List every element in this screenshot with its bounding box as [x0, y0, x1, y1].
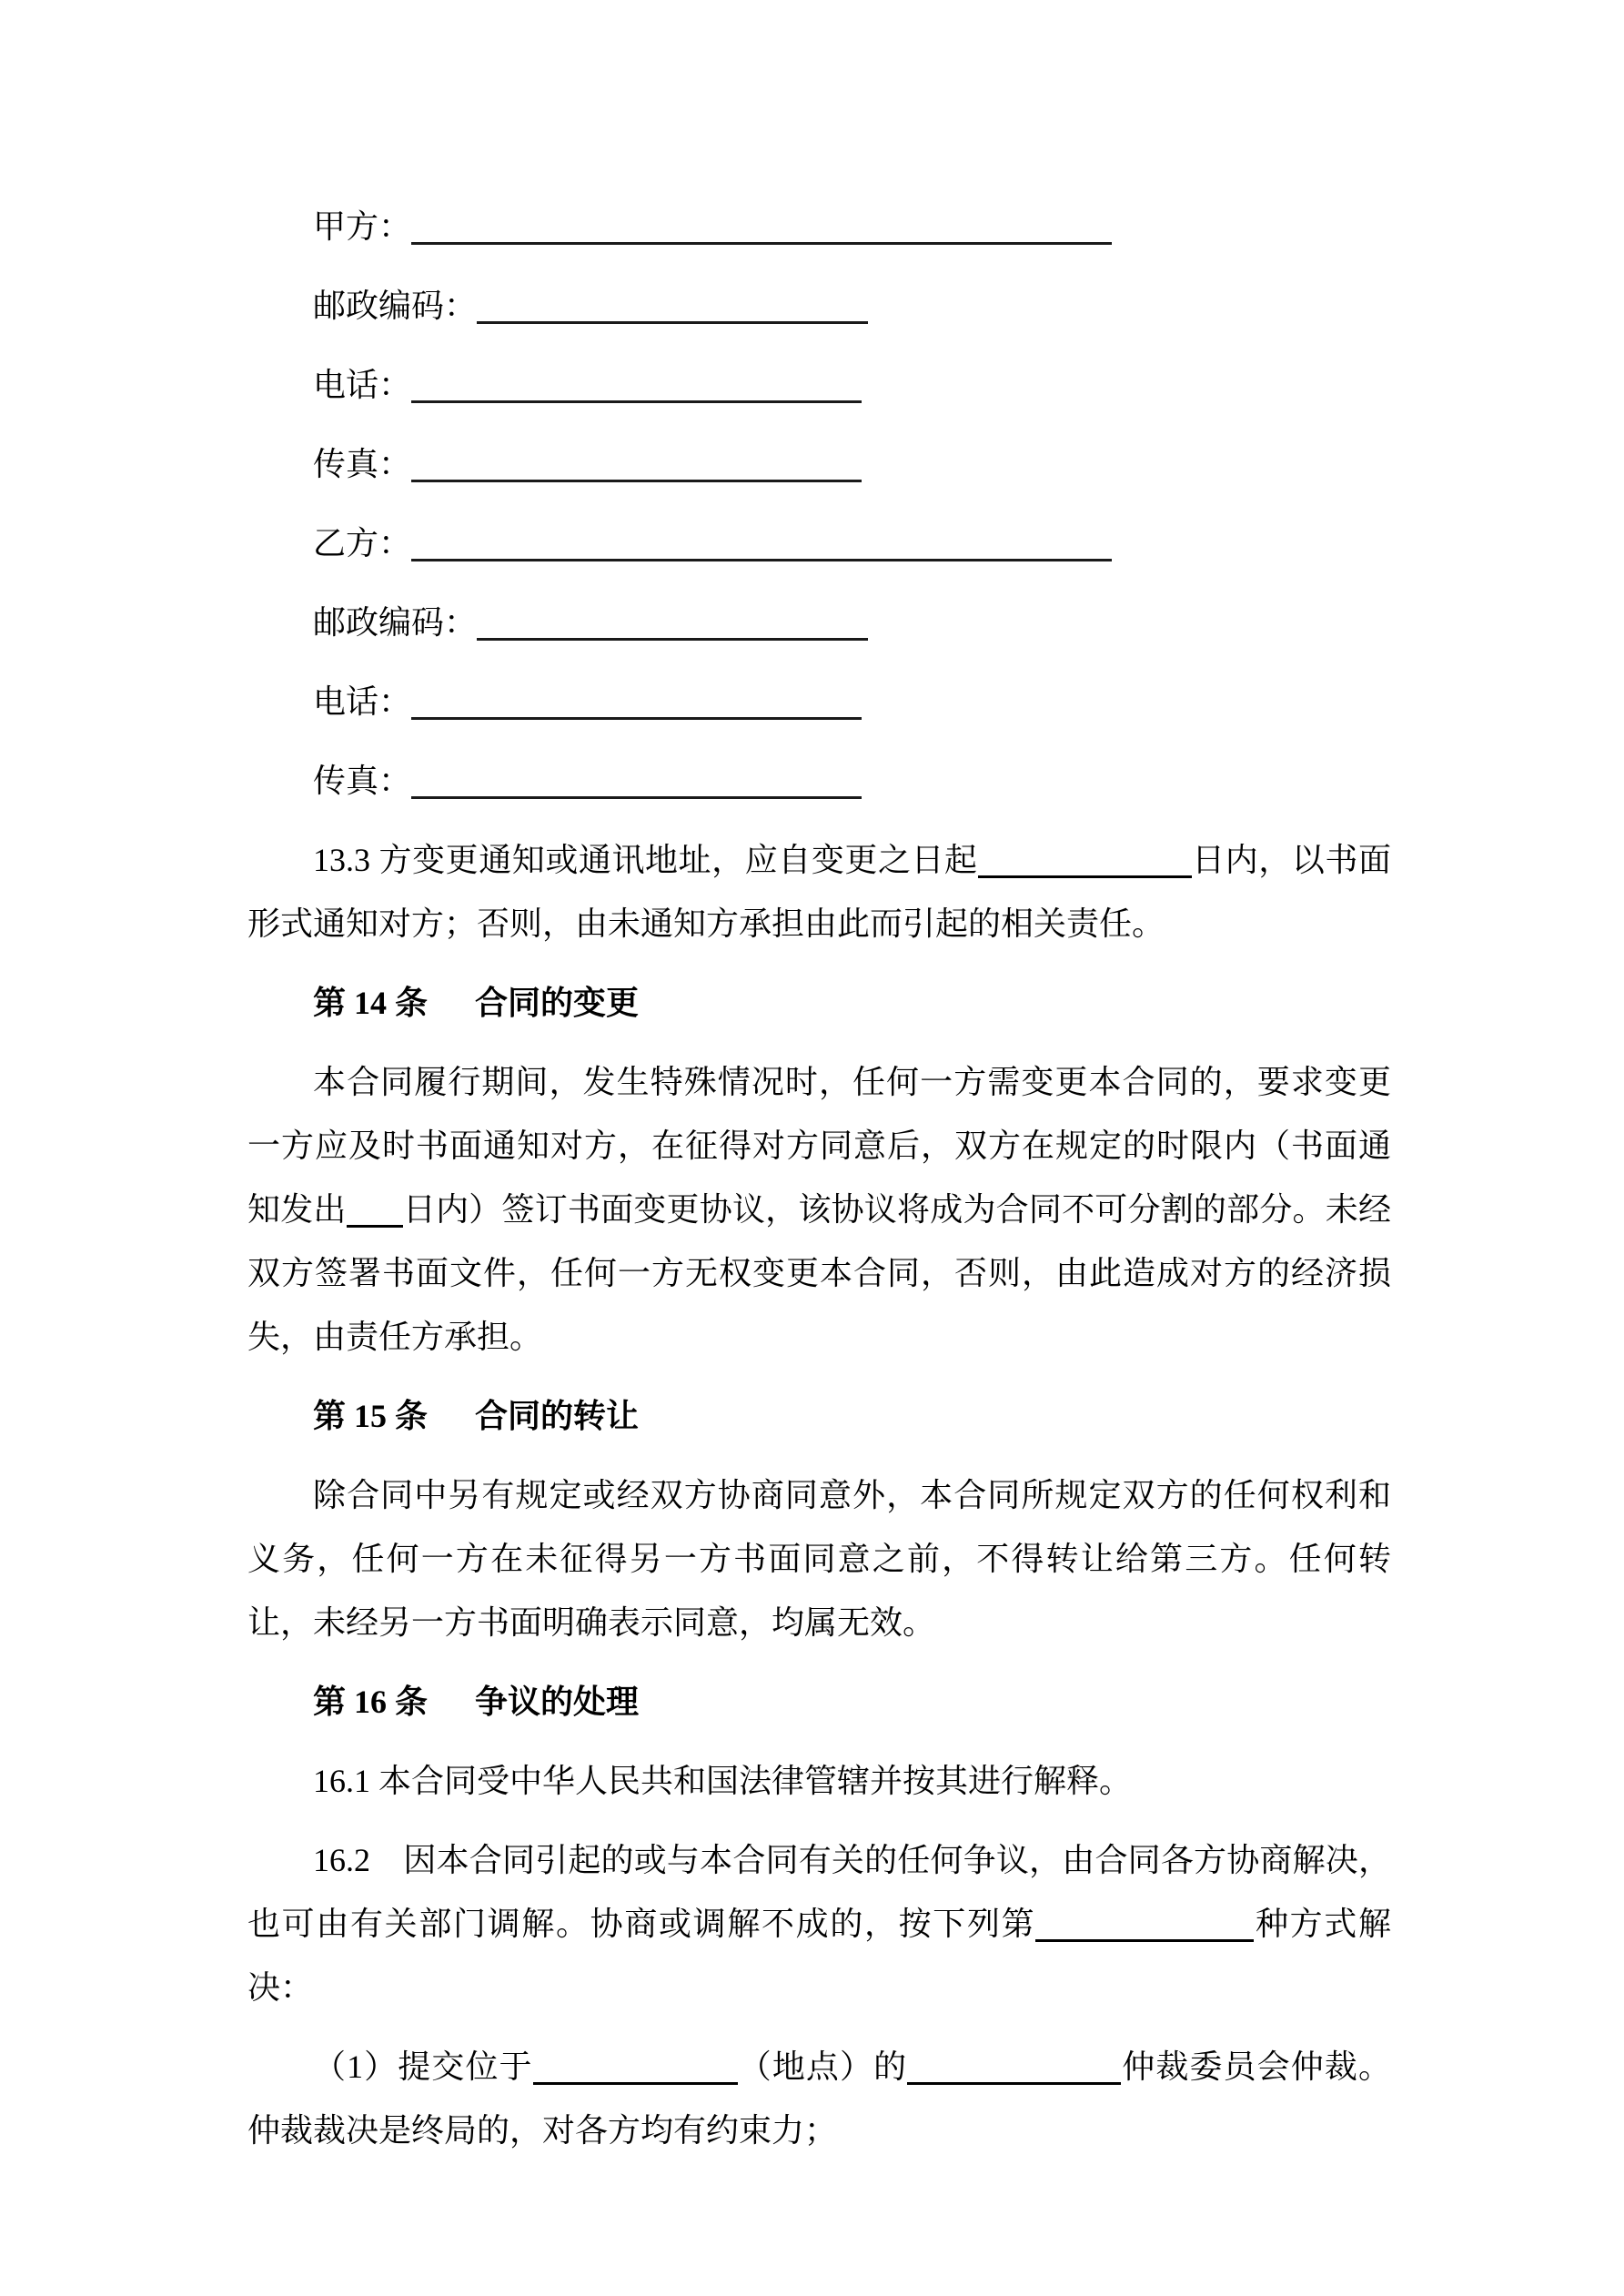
article-14-body-text-0: 本合同履行期间，发生特殊情况时，任何一方需变更本合同的，要求变更一方应及时书面通知对方，在征得对方同意后，双方在规定的时限内（书面通知发出 — [247, 1064, 1391, 1228]
party-a-field-line — [247, 195, 1391, 258]
postal-code-b-label: 邮政编码： — [313, 604, 478, 641]
clause-16-1-text-0: 16.1 本合同受中华人民共和国法律管辖并按其进行解释。 — [313, 1763, 1133, 1799]
party-a-blank-line — [411, 231, 1112, 245]
phone-b-field-line — [247, 670, 1391, 733]
postal-code-b-field-line — [247, 591, 1391, 654]
clause-16-2-item-1-blank-line-1 — [533, 2071, 738, 2085]
article-15-body — [247, 1463, 1391, 1654]
clause-16-2-item-1-text-2: （地点）的 — [737, 2048, 908, 2085]
phone-a-field-line — [247, 353, 1391, 417]
phone-a-label: 电话： — [313, 367, 412, 403]
postal-code-a-field-line — [247, 274, 1391, 338]
clause-16-2-item-1-text-4: 仲裁委员会仲裁。仲裁裁决是终局的，对各方均有约束力； — [247, 2048, 1391, 2149]
postal-code-a-blank-line — [477, 310, 868, 324]
article-15-heading-number: 第 15 条 — [313, 1398, 429, 1434]
article-14-body — [247, 1050, 1391, 1369]
article-14-body-blank-line-1 — [347, 1214, 403, 1228]
phone-b-blank-line — [411, 706, 862, 720]
article-15-heading — [247, 1384, 1391, 1448]
fax-a-label: 传真： — [313, 446, 412, 482]
clause-16-2-item-1-blank-line-3 — [907, 2071, 1121, 2085]
article-14-heading — [247, 971, 1391, 1035]
fax-b-label: 传真： — [313, 763, 412, 799]
postal-code-b-blank-line — [477, 627, 868, 641]
clause-13-3-blank-line-1 — [978, 865, 1192, 878]
fax-a-field-line — [247, 432, 1391, 496]
party-b-blank-line — [411, 548, 1112, 561]
clause-13-3-text-2: 日内，以书面形式通知对方；否则，由未通知方承担由此而引起的相关责任。 — [247, 842, 1391, 942]
clause-13-3-text-0: 13.3 方变更通知或通讯地址，应自变更之日起 — [313, 842, 978, 878]
article-15-body-text-0: 除合同中另有规定或经双方协商同意外，本合同所规定双方的任何权利和义务，任何一方在未征得另一方书面同意之前，不得转让给第三方。任何转让，未经另一方书面明确表示同意，均属无效。 — [247, 1477, 1391, 1641]
fax-b-blank-line — [411, 785, 862, 799]
article-14-body-text-2: 日内）签订书面变更协议，该协议将成为合同不可分割的部分。未经双方签署书面文件，任何一方无权变更本合同，否则，由此造成对方的经济损失，由责任方承担。 — [247, 1191, 1391, 1355]
article-16-heading — [247, 1670, 1391, 1734]
clause-16-2-item-1 — [247, 2035, 1391, 2162]
clause-16-2-blank-line-1 — [1035, 1928, 1254, 1942]
party-a-label: 甲方： — [313, 208, 412, 245]
party-b-label: 乙方： — [313, 525, 412, 561]
clause-16-2 — [247, 1828, 1391, 2019]
article-16-heading-title: 争议的处理 — [475, 1684, 640, 1720]
party-b-field-line — [247, 511, 1391, 575]
fax-b-field-line — [247, 749, 1391, 813]
article-15-heading-title: 合同的转让 — [475, 1398, 640, 1434]
clause-16-1 — [247, 1749, 1391, 1813]
article-16-heading-number: 第 16 条 — [313, 1684, 429, 1720]
phone-b-label: 电话： — [313, 683, 412, 720]
clause-13-3 — [247, 828, 1391, 956]
article-14-heading-title: 合同的变更 — [475, 985, 640, 1021]
document-body — [247, 195, 1391, 2162]
clause-16-2-text-0: 16.2 因本合同引起的或与本合同有关的任何争议，由合同各方协商解决，也可由有关部门调解。协商或调解不成的，按下列第 — [247, 1842, 1391, 1942]
phone-a-blank-line — [411, 389, 862, 403]
clause-16-2-item-1-text-0: （1）提交位于 — [313, 2048, 533, 2085]
postal-code-a-label: 邮政编码： — [313, 288, 478, 324]
article-14-heading-number: 第 14 条 — [313, 985, 429, 1021]
clause-16-2-text-2: 种方式解决： — [247, 1906, 1391, 2006]
fax-a-blank-line — [411, 469, 862, 482]
